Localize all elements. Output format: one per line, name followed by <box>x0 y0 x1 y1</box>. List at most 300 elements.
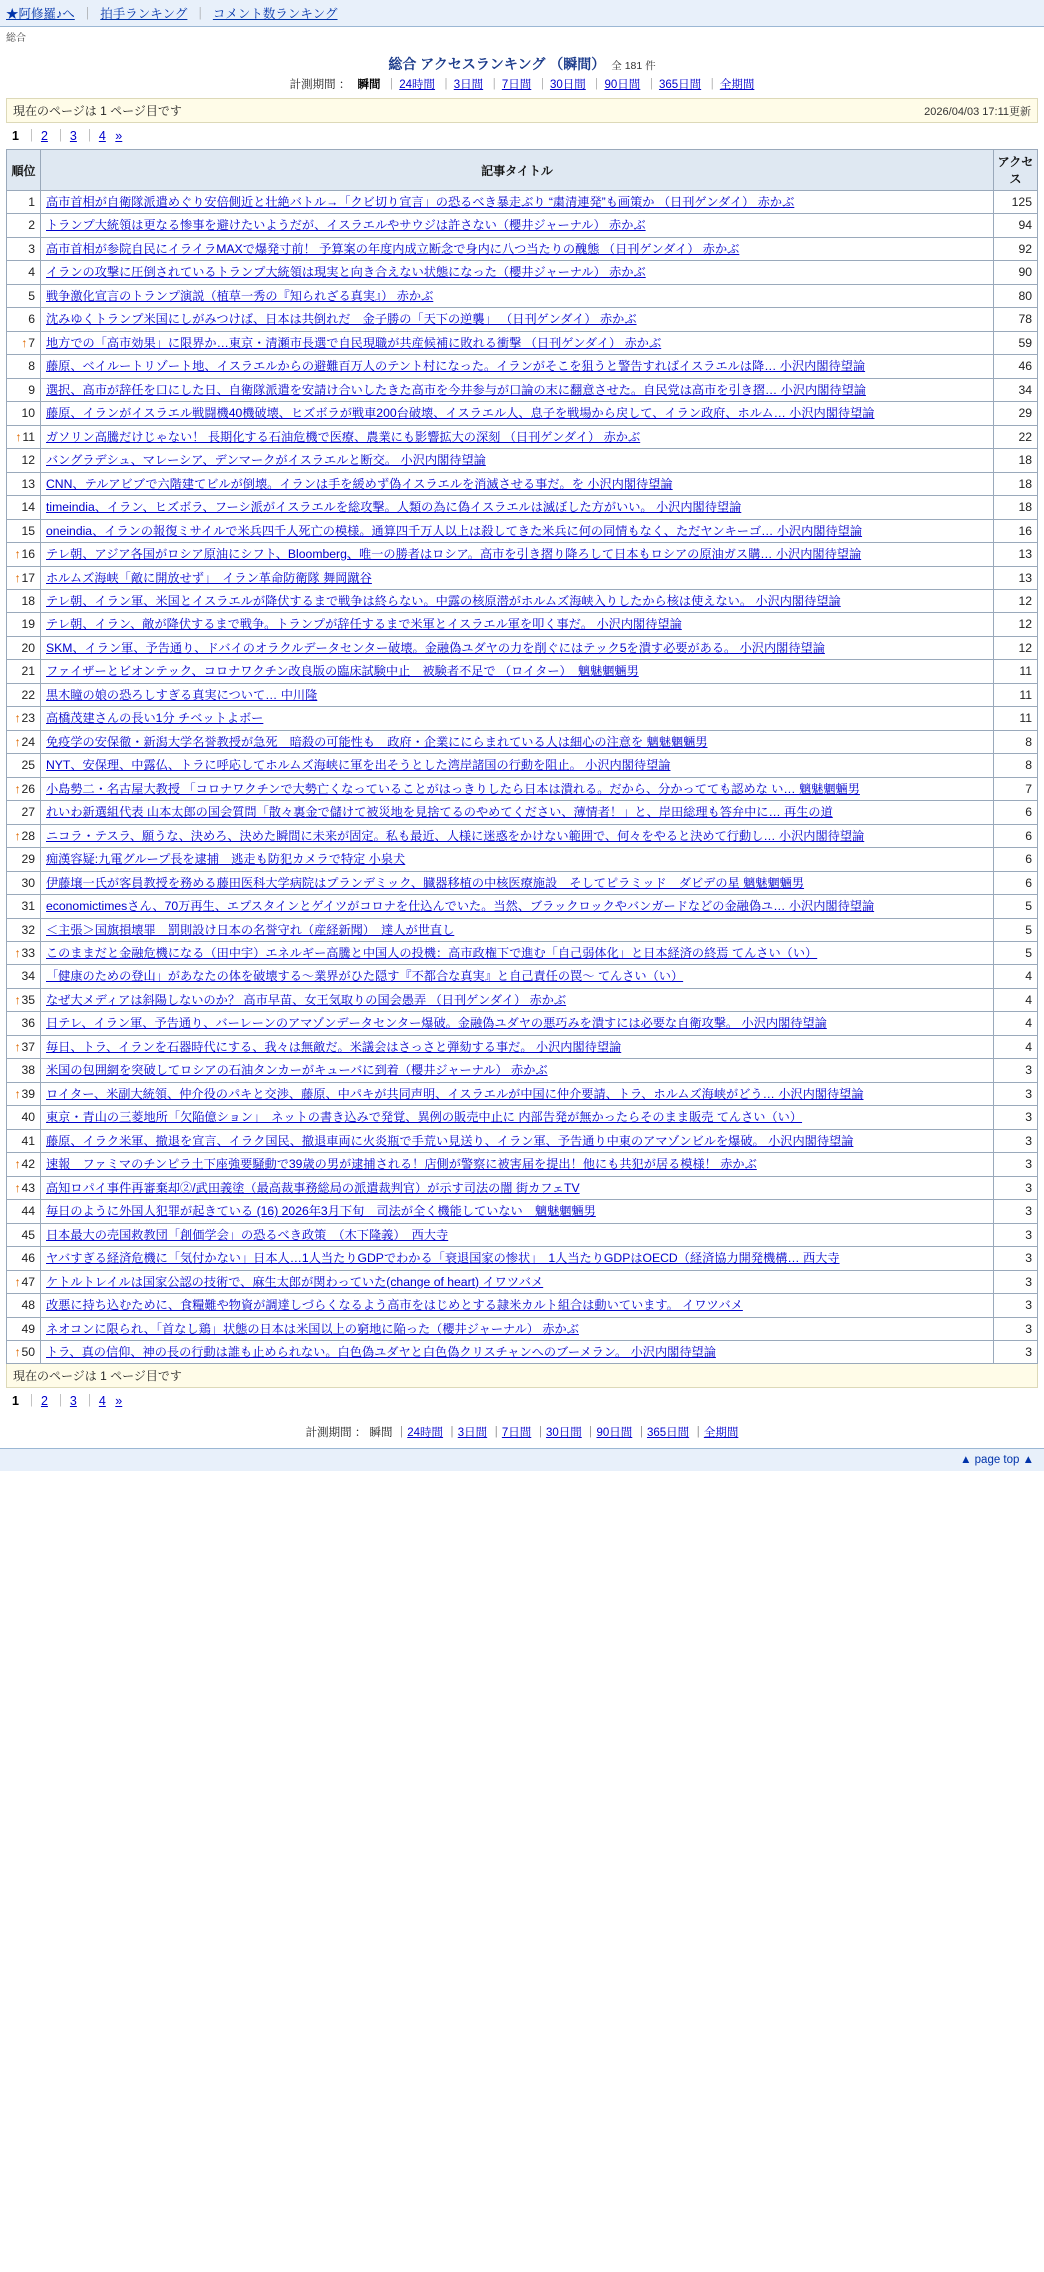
rank-cell <box>7 1317 41 1340</box>
rank-number: 35 <box>21 992 35 1007</box>
table-row <box>7 683 1038 706</box>
article-title-cell <box>41 1317 994 1340</box>
rank-number: 34 <box>21 969 35 984</box>
access-count-cell: 5 <box>994 918 1038 941</box>
rank-up-icon: ↑ <box>14 1039 21 1054</box>
ranking-table <box>6 149 1038 1364</box>
rank-cell <box>7 1270 41 1293</box>
article-title-link[interactable]: このままだと金融危機になる（田中宇）エネルギー高騰と中国人の投機：高市政権下で進む「自己弱体化」と日本経済の終焉 てんさい（い） <box>46 946 818 960</box>
rank-number: 11 <box>22 429 35 444</box>
article-title-link[interactable]: oneindia、イランの報復ミサイルで米兵四千人死亡の模様。通算四千万人以上は殺してきた米兵に何の同情もなく、ただヤンキーゴ… 小沢内閣待望論 <box>46 523 863 538</box>
access-count-cell: 13 <box>994 566 1038 589</box>
rank-number: 43 <box>21 1180 35 1195</box>
article-title-cell <box>41 918 994 941</box>
period-3d-bottom[interactable]: 3日間 <box>457 1427 488 1440</box>
rank-cell <box>7 613 41 636</box>
rank-number: 1 <box>28 195 35 209</box>
rank-cell <box>7 519 41 542</box>
rank-cell <box>7 543 41 566</box>
table-row <box>7 308 1038 331</box>
rank-cell <box>7 1176 41 1199</box>
rank-cell <box>7 871 41 894</box>
article-title-link[interactable]: 「健康のための登山」があなたの体を破壊する〜業界がひた隠す『不都合な真実』と自己責任の罠〜 てんさい（い） <box>46 969 684 984</box>
access-count-cell: 3 <box>994 1340 1038 1363</box>
table-row <box>7 871 1038 894</box>
topbar-separator-1: ｜ <box>81 7 94 21</box>
article-title-link[interactable]: ガソリン高騰だけじゃない！ 長期化する石油危機で医療、農業にも影響拡大の深刻 （日刊ゲンダイ） 赤かぶ <box>46 429 641 444</box>
article-title-link[interactable]: ケトルトレイルは国家公認の技術で、麻生太郎が関わっていた(change of heart) イワツバメ <box>46 1274 544 1289</box>
rank-cell <box>7 848 41 871</box>
rank-number: 32 <box>21 922 35 937</box>
period-90d-top[interactable]: 90日間 <box>604 79 641 91</box>
article-title-link[interactable]: NYT、安保理、中露仏、トラに呼応してホルムズ海峡に軍を出そうとした湾岸諸国の行動を阻止。 小沢内閣待望論 <box>46 758 671 773</box>
access-count-cell: 18 <box>994 472 1038 495</box>
access-count-cell: 7 <box>994 777 1038 800</box>
rank-number: 44 <box>21 1204 35 1219</box>
rank-cell <box>7 965 41 988</box>
access-count-cell: 4 <box>994 1012 1038 1035</box>
rank-up-icon: ↑ <box>14 781 21 796</box>
rank-number: 48 <box>21 1298 35 1313</box>
rank-cell <box>7 355 41 378</box>
access-count-cell: 6 <box>994 871 1038 894</box>
rank-number: 49 <box>21 1321 35 1336</box>
article-title-link[interactable]: ＜主張＞国旗損壊罪 罰則設け日本の名誉守れ（産経新聞） 達人が世直し <box>46 922 455 937</box>
table-row <box>7 942 1038 965</box>
article-title-link[interactable]: 高市首相が参院自民にイライラMAXで爆発寸前！ 予算案の年度内成立断念で身内に八つ当たりの醜態 （日刊ゲンダイ） 赤かぶ <box>46 241 740 256</box>
article-title-cell <box>41 378 994 401</box>
rank-number: 15 <box>21 523 35 538</box>
table-row <box>7 589 1038 612</box>
article-title-link[interactable]: ヤバすぎる経済危機に「気付かない」日本人…1人当たりGDPでわかる「衰退国家の惨状」 1人当たりGDPはOECD（経済協力開発機構… 西大寺 <box>46 1251 840 1266</box>
table-row <box>7 261 1038 284</box>
article-title-link[interactable]: ホルムズ海峡「敵に開放せず」 イラン革命防衛隊 舞岡蹴谷 <box>46 570 372 585</box>
table-row <box>7 918 1038 941</box>
article-title-link[interactable]: イランの攻撃に圧倒されているトランプ大統領は現実と向き合えない状態になった（櫻井ジャーナル） 赤かぶ <box>46 265 646 280</box>
article-title-link[interactable]: 高橋茂建さんの長い1分 チベットよボー <box>46 711 264 726</box>
rank-number: 29 <box>21 852 35 867</box>
article-title-cell <box>41 355 994 378</box>
rank-number: 45 <box>21 1227 35 1242</box>
table-row <box>7 801 1038 824</box>
article-title-link[interactable]: テレ朝、イラン、敵が降伏するまで戦争。トランプが辞任するまで米軍とイスラエル軍を叩く事だ。 小沢内閣待望論 <box>46 617 682 632</box>
period-7d-bottom[interactable]: 7日間 <box>501 1427 532 1440</box>
site-topbar <box>0 0 1044 27</box>
table-row <box>7 707 1038 730</box>
rank-cell <box>7 308 41 331</box>
rank-cell <box>7 237 41 260</box>
rank-cell <box>7 707 41 730</box>
current-page-text-top: 現在のページは 1 ページ目です <box>13 104 182 118</box>
table-row <box>7 1176 1038 1199</box>
rank-number: 46 <box>21 1251 35 1266</box>
article-title-link[interactable]: 日本最大の売国救教団「創価学会」の恐るべき政策 （木下隆義） 西大寺 <box>46 1227 449 1242</box>
rank-cell <box>7 636 41 659</box>
rank-number: 30 <box>21 875 35 890</box>
table-row <box>7 988 1038 1011</box>
access-count-cell: 3 <box>994 1176 1038 1199</box>
article-title-link[interactable]: トラ、真の信仰、神の長の行動は誰も止められない。白色偽ユダヤと白色偽クリスチャンへのブーメラン。 小沢内閣待望論 <box>46 1344 716 1359</box>
page-1-bottom[interactable]: 1 <box>12 1394 19 1409</box>
topbar-link-asyura[interactable]: ★阿修羅♪へ <box>6 7 75 21</box>
article-title-link[interactable]: ロイター、米副大統領、仲介役のパキと交渉、藤原、中パキが共同声明、イスラエルが中国に仲介要請、トラ、ホルムズ海峡がどう… 小沢内閣待望論 <box>46 1086 864 1101</box>
article-title-cell <box>41 589 994 612</box>
article-title-link[interactable]: 毎日のように外国人犯罪が起きている (16) 2026年3月下旬 司法が全く機能していない 魑魅魍魎男 <box>46 1204 596 1219</box>
rank-cell <box>7 660 41 683</box>
article-title-link[interactable]: 東京・青山の三菱地所「欠陥億ション」 ネットの書き込みで発覚、異例の販売中止に 内部告発が無かったらそのまま販売 てんさい（い） <box>46 1110 803 1125</box>
column-header-access: アクセス <box>994 150 1038 191</box>
period-30d-top[interactable]: 30日間 <box>549 79 586 91</box>
page-4-top[interactable]: 4 <box>98 129 106 143</box>
article-title-link[interactable]: 高市首相が自衛隊派遣めぐり安倍側近と壮絶バトル→「クビ切り宣言」の恐るべき暴走ぶり “粛清連発”も画策か （日刊ゲンダイ） 赤かぶ <box>46 195 795 209</box>
article-title-cell <box>41 942 994 965</box>
rank-cell <box>7 1200 41 1223</box>
rank-cell <box>7 1223 41 1246</box>
page-3-bottom[interactable]: 3 <box>69 1394 77 1409</box>
rank-cell <box>7 1340 41 1363</box>
article-title-link[interactable]: SKM、イラン軍、予告通り、ドバイのオラクルデータセンター破壊。金融偽ユダヤの力を削ぐにはテック5を潰す必要がある。 小沢内閣待望論 <box>46 640 825 655</box>
table-row <box>7 566 1038 589</box>
article-title-link[interactable]: 地方での「高市効果」に限界か…東京・清瀬市長選で自民現職が共産候補に敗れる衝撃 （日刊ゲンダイ） 赤かぶ <box>46 335 662 350</box>
rank-cell <box>7 895 41 918</box>
access-count-cell: 11 <box>994 683 1038 706</box>
access-count-cell: 8 <box>994 730 1038 753</box>
access-count-cell: 3 <box>994 1129 1038 1152</box>
article-title-link[interactable]: 黒木瞳の娘の恐ろしすぎる真実について… 中川隆 <box>46 687 318 702</box>
rank-up-icon: ↑ <box>15 429 22 444</box>
page-title <box>6 54 1038 74</box>
table-row <box>7 824 1038 847</box>
article-title-cell <box>41 566 994 589</box>
article-title-link[interactable]: 日テレ、イラン軍、予告通り、バーレーンのアマゾンデータセンター爆破。金融偽ユダヤの悪巧みを潰すには必要な自衛攻撃。 小沢内閣待望論 <box>46 1016 827 1031</box>
article-title-cell <box>41 331 994 354</box>
access-count-cell: 46 <box>994 355 1038 378</box>
article-title-cell <box>41 1247 994 1270</box>
table-row <box>7 472 1038 495</box>
rank-up-icon: ↑ <box>14 946 21 960</box>
article-title-cell <box>41 1082 994 1105</box>
rank-cell <box>7 1153 41 1176</box>
rank-number: 5 <box>28 288 35 303</box>
article-title-cell <box>41 1340 994 1363</box>
article-title-link[interactable]: 藤原、ベイルートリゾート地、イスラエルからの避難百万人のテント村になった。イランがそこを狙うと警告すればイスラエルは降… 小沢内閣待望論 <box>46 359 866 374</box>
access-count-cell: 13 <box>994 543 1038 566</box>
article-title-cell <box>41 449 994 472</box>
rank-cell <box>7 496 41 519</box>
article-title-link[interactable]: CNN、テルアビブで六階建てビルが倒壊。イランは手を緩めず偽イスラエルを消滅させる事だ。を 小沢内閣待望論 <box>46 476 673 491</box>
access-count-cell: 29 <box>994 402 1038 425</box>
access-count-cell: 5 <box>994 895 1038 918</box>
table-row <box>7 1247 1038 1270</box>
period-90d-bottom[interactable]: 90日間 <box>596 1427 633 1440</box>
article-title-cell <box>41 777 994 800</box>
period-30d-bottom[interactable]: 30日間 <box>545 1427 582 1440</box>
table-row <box>7 730 1038 753</box>
article-title-link[interactable]: 毎日、トラ、イランを石器時代にする、我々は無敵だ。米議会はさっさと弾劾する事だ。 小沢内閣待望論 <box>46 1039 622 1054</box>
rank-cell <box>7 472 41 495</box>
access-count-cell: 78 <box>994 308 1038 331</box>
access-count-cell: 59 <box>994 331 1038 354</box>
page-next-bottom[interactable]: » <box>115 1394 123 1409</box>
table-row <box>7 378 1038 401</box>
article-title-link[interactable]: トランプ大統領は更なる惨事を避けたいようだが、イスラエルやサウジは許さない（櫻井ジャーナル） 赤かぶ <box>46 218 646 233</box>
article-title-cell <box>41 895 994 918</box>
access-count-cell: 3 <box>994 1082 1038 1105</box>
page-top-link[interactable]: ▲ page top ▲ <box>960 1454 1034 1467</box>
rank-number: 2 <box>28 218 35 233</box>
access-count-cell: 3 <box>994 1200 1038 1223</box>
access-count-cell: 6 <box>994 801 1038 824</box>
rank-cell <box>7 331 41 354</box>
article-title-link[interactable]: テレ朝、アジア各国がロシア原油にシフト、Bloomberg、唯一の勝者はロシア。高市を引き摺り降ろして日本もロシアの原油ガス購… 小沢内閣待望論 <box>46 547 862 562</box>
period-3d-top[interactable]: 3日間 <box>453 79 484 91</box>
article-title-link[interactable]: 速報 ファミマのチンピラ土下座強要騒動で39歳の男が逮捕される！店側が警察に被害届を提出！他にも共犯が居る模様！ 赤かぶ <box>46 1157 757 1172</box>
rank-number: 22 <box>21 687 35 702</box>
table-row <box>7 1082 1038 1105</box>
page-2-top[interactable]: 2 <box>40 129 48 143</box>
rank-number: 16 <box>21 547 35 562</box>
access-count-cell: 90 <box>994 261 1038 284</box>
rank-number: 38 <box>21 1063 35 1078</box>
article-title-link[interactable]: 藤原、イラク米軍、撤退を宣言、イラク国民、撤退車両に火炎瓶で手荒い見送り、イラン軍、予告通り中東のアマゾンビルを爆破。 小沢内閣待望論 <box>46 1133 854 1148</box>
rank-cell <box>7 449 41 472</box>
article-title-cell <box>41 1153 994 1176</box>
table-row <box>7 425 1038 448</box>
article-title-cell <box>41 519 994 542</box>
article-title-cell <box>41 1059 994 1082</box>
period-7d-top[interactable]: 7日間 <box>501 79 532 91</box>
column-header-rank: 順位 <box>7 150 41 191</box>
article-title-link[interactable]: 改悪に持ち込むために、食糧難や物資が調達しづらくなるよう高市をはじめとする隷米カルト組合は動いています。 イワツバメ <box>46 1298 743 1313</box>
table-row <box>7 214 1038 237</box>
access-count-cell: 4 <box>994 965 1038 988</box>
rank-number: 50 <box>21 1344 35 1359</box>
table-row <box>7 754 1038 777</box>
article-title-link[interactable]: れいわ新選組代表 山本太郎の国会質問「散々裏金で儲けて被災地を見捨てるのやめてください、薄情者！」と、岸田総理も答弁中に… 再生の道 <box>46 805 833 820</box>
table-row <box>7 1223 1038 1246</box>
table-row <box>7 636 1038 659</box>
article-title-link[interactable]: ニコラ・テスラ、願うな、決めろ、決めた瞬間に未来が固定。私も最近、人様に迷惑をかけない範囲で、何々をやると決めて行動し… 小沢内閣待望論 <box>46 828 865 843</box>
period-current-bottom[interactable]: 瞬間 <box>369 1427 393 1440</box>
article-title-link[interactable]: 選択、高市が辞任を口にした日、自衛隊派遣を安請け合いしたきた高市を今井参与が口論の末に翻意させた。自民党は高市を引き摺… 小沢内閣待望論 <box>46 382 866 397</box>
article-title-cell <box>41 871 994 894</box>
rank-number: 39 <box>21 1086 35 1101</box>
period-24h-bottom[interactable]: 24時間 <box>407 1427 444 1440</box>
page-info-bar-bottom <box>6 1364 1038 1388</box>
article-title-link[interactable]: ファイザーとビオンテック、コロナワクチン改良版の臨床試験中止 被験者不足で （ロイター） 魑魅魍魎男 <box>46 664 639 679</box>
breadcrumb: 総合 <box>6 33 26 44</box>
access-count-cell: 18 <box>994 449 1038 472</box>
article-title-cell <box>41 965 994 988</box>
page-2-bottom[interactable]: 2 <box>40 1394 48 1409</box>
table-row <box>7 191 1038 214</box>
topbar-link-applause-ranking[interactable]: 拍手ランキング <box>100 7 188 21</box>
table-row <box>7 1059 1038 1082</box>
rank-cell <box>7 824 41 847</box>
rank-cell <box>7 1106 41 1129</box>
rank-cell <box>7 777 41 800</box>
rank-number: 26 <box>21 781 35 796</box>
rank-cell <box>7 1082 41 1105</box>
rank-cell <box>7 918 41 941</box>
rank-number: 14 <box>21 500 35 515</box>
table-row <box>7 1200 1038 1223</box>
access-count-cell: 125 <box>994 191 1038 214</box>
rank-cell <box>7 402 41 425</box>
rank-number: 9 <box>28 382 35 397</box>
rank-number: 33 <box>21 946 35 960</box>
rank-number: 6 <box>28 312 35 327</box>
article-title-link[interactable]: 伊藤壌一氏が客員教授を務める藤田医科大学病院はプランデミック、臓器移植の中核医療施設 そしてピラミッド ダビデの星 魑魅魍魎男 <box>46 875 805 890</box>
access-count-cell: 3 <box>994 1247 1038 1270</box>
rank-cell <box>7 566 41 589</box>
rank-up-icon: ↑ <box>14 711 21 726</box>
article-title-link[interactable]: ネオコンに限られ、「首なし鶏」状態の日本は米国以上の窮地に陥った（櫻井ジャーナル） 赤かぶ <box>46 1321 579 1336</box>
article-title-cell <box>41 308 994 331</box>
rank-up-icon: ↑ <box>14 992 21 1007</box>
access-count-cell: 12 <box>994 589 1038 612</box>
rank-cell <box>7 1294 41 1317</box>
rank-number: 36 <box>21 1016 35 1031</box>
rank-number: 18 <box>21 593 35 608</box>
table-row <box>7 613 1038 636</box>
article-title-link[interactable]: 米国の包囲網を突破してロシアの石油タンカーがキューバに到着（櫻井ジャーナル） 赤かぶ <box>46 1063 548 1078</box>
rank-cell <box>7 683 41 706</box>
rank-number: 31 <box>21 899 35 914</box>
rank-number: 42 <box>21 1157 35 1172</box>
table-row <box>7 1294 1038 1317</box>
article-title-link[interactable]: timeindia、イラン、ヒズボラ、フーシ派がイスラエルを総攻撃。人類の為に偽イスラエルは滅ぼした方がいい。 小沢内閣待望論 <box>46 500 742 515</box>
article-title-cell <box>41 848 994 871</box>
rank-number: 13 <box>21 476 35 491</box>
current-page-text-bottom: 現在のページは 1 ページ目です <box>13 1369 182 1384</box>
pagination-top: 1 ｜ 2 ｜ 3 ｜ 4 » <box>12 129 123 143</box>
page-1-top[interactable]: 1 <box>12 129 19 143</box>
footer-bar <box>0 1448 1044 1471</box>
table-row <box>7 1340 1038 1363</box>
topbar-link-comment-ranking[interactable]: コメント数ランキング <box>212 7 338 21</box>
rank-up-icon: ↑ <box>14 734 21 749</box>
rank-number: 37 <box>21 1039 35 1054</box>
pagination-bottom: 1 ｜ 2 ｜ 3 ｜ 4 » <box>12 1394 123 1409</box>
period-365d-bottom[interactable]: 365日間 <box>646 1427 690 1440</box>
table-row <box>7 965 1038 988</box>
page-4-bottom[interactable]: 4 <box>98 1394 106 1409</box>
rank-number: 47 <box>21 1274 35 1289</box>
rank-number: 17 <box>21 570 35 585</box>
article-title-cell <box>41 284 994 307</box>
access-count-cell: 6 <box>994 848 1038 871</box>
table-row <box>7 402 1038 425</box>
period-all-bottom[interactable]: 全期間 <box>703 1427 739 1440</box>
access-count-cell: 4 <box>994 988 1038 1011</box>
rank-cell <box>7 1035 41 1058</box>
rank-number: 40 <box>21 1110 35 1125</box>
access-count-cell: 3 <box>994 1223 1038 1246</box>
access-count-cell: 94 <box>994 214 1038 237</box>
article-title-link[interactable]: なぜ大メディアは斜陽しないのか？ 高市早苗、女王気取りの国会愚弄 （日刊ゲンダイ） 赤かぶ <box>46 992 567 1007</box>
period-all-top[interactable]: 全期間 <box>719 79 755 91</box>
article-title-link[interactable]: 高知ロパイ事件再審棄却②/武田義塗（最高裁事務総局の派遣裁判官）が示す司法の闇 街カフェTV <box>46 1180 580 1195</box>
article-title-cell <box>41 1223 994 1246</box>
column-header-title: 記事タイトル <box>41 150 994 191</box>
article-title-cell <box>41 1270 994 1293</box>
page-3-top[interactable]: 3 <box>69 129 77 143</box>
period-current-top[interactable]: 瞬間 <box>357 79 381 91</box>
page-next-top[interactable]: » <box>115 129 123 143</box>
article-title-link[interactable]: 沈みゆくトランプ米国にしがみつけば、日本は共倒れだ 金子勝の「天下の逆襲」 （日刊ゲンダイ） 赤かぶ <box>46 312 637 327</box>
article-title-link[interactable]: テレ朝、イラン軍、米国とイスラエルが降伏するまで戦争は終らない。中露の核原潜がホルムズ海峡入りしたから核は使えない。 小沢内閣待望論 <box>46 593 841 608</box>
article-title-cell <box>41 237 994 260</box>
page-title-text: 総合 アクセスランキング （瞬間） <box>388 56 606 72</box>
table-row <box>7 449 1038 472</box>
period-24h-top[interactable]: 24時間 <box>399 79 436 91</box>
rank-up-icon: ↑ <box>14 1344 21 1359</box>
article-title-link[interactable]: 痴漢容疑:九電グループ長を逮捕 逃走も防犯カメラで特定 小泉犬 <box>46 852 406 867</box>
period-365d-top[interactable]: 365日間 <box>658 79 702 91</box>
rank-number: 41 <box>21 1133 35 1148</box>
rank-number: 24 <box>21 734 35 749</box>
rank-number: 7 <box>28 335 35 350</box>
rank-number: 10 <box>21 406 35 421</box>
period-label-bottom: 計測期間 ： <box>305 1427 367 1440</box>
article-title-cell <box>41 214 994 237</box>
rank-number: 20 <box>21 640 35 655</box>
article-title-cell <box>41 636 994 659</box>
table-row <box>7 895 1038 918</box>
period-selector-bottom: 計測期間 ： 瞬間 ｜24時間 ｜3日間 ｜7日間 ｜30日間 ｜90日間 ｜365日間 ｜全期間 <box>305 1427 739 1440</box>
rank-up-icon: ↑ <box>14 1086 21 1101</box>
rank-cell <box>7 730 41 753</box>
rank-number: 12 <box>21 453 35 468</box>
access-count-cell: 3 <box>994 1153 1038 1176</box>
rank-cell <box>7 378 41 401</box>
access-count-cell: 80 <box>994 284 1038 307</box>
table-row <box>7 777 1038 800</box>
article-title-cell <box>41 1106 994 1129</box>
rank-number: 8 <box>28 359 35 374</box>
article-title-cell <box>41 261 994 284</box>
article-title-link[interactable]: バングラデシュ、マレーシア、デンマークがイスラエルと断交。 小沢内閣待望論 <box>46 453 486 468</box>
table-row <box>7 331 1038 354</box>
article-title-link[interactable]: 戦争激化宣言のトランプ演説（植草一秀の『知られざる真実』） 赤かぶ <box>46 288 434 303</box>
access-count-cell: 3 <box>994 1270 1038 1293</box>
article-title-link[interactable]: economictimesさん、70万再生、エプスタインとゲイツがコロナを仕込んでいた。当然、ブラックロックやバンガードなどの金融偽ユ… 小沢内閣待望論 <box>46 899 875 914</box>
rank-cell <box>7 1247 41 1270</box>
rank-up-icon: ↑ <box>21 335 28 350</box>
access-count-cell: 3 <box>994 1294 1038 1317</box>
rank-number: 27 <box>21 805 35 820</box>
access-count-cell: 18 <box>994 496 1038 519</box>
rank-number: 25 <box>21 758 35 773</box>
article-title-cell <box>41 683 994 706</box>
article-title-cell <box>41 472 994 495</box>
article-title-cell <box>41 425 994 448</box>
rank-number: 23 <box>21 711 35 726</box>
article-title-cell <box>41 496 994 519</box>
rank-up-icon: ↑ <box>14 547 21 562</box>
last-updated: 2026/04/03 17:11更新 <box>924 106 1031 118</box>
access-count-cell: 11 <box>994 707 1038 730</box>
article-title-link[interactable]: 藤原、イランがイスラエル戦闘機40機破壊、ヒズボラが戦車200台破壊、イスラエル人、息子を戦場から戻して、イラン政府、ホルム… 小沢内閣待望論 <box>46 406 875 421</box>
article-title-link[interactable]: 小島勢二・名古屋大教授 「コロナワクチンで大勢亡くなっていることがはっきりしたら日本は潰れる。だから、分かってても認めな い… 魑魅魍魎男 <box>46 781 860 796</box>
rank-number: 19 <box>21 617 35 632</box>
access-count-cell: 8 <box>994 754 1038 777</box>
rank-cell <box>7 214 41 237</box>
article-title-link[interactable]: 免疫学の安保徹・新潟大学名誉教授が急死 暗殺の可能性も 政府・企業ににらまれている人は細心の注意を 魑魅魍魎男 <box>46 734 708 749</box>
article-title-cell <box>41 824 994 847</box>
article-title-cell <box>41 1129 994 1152</box>
